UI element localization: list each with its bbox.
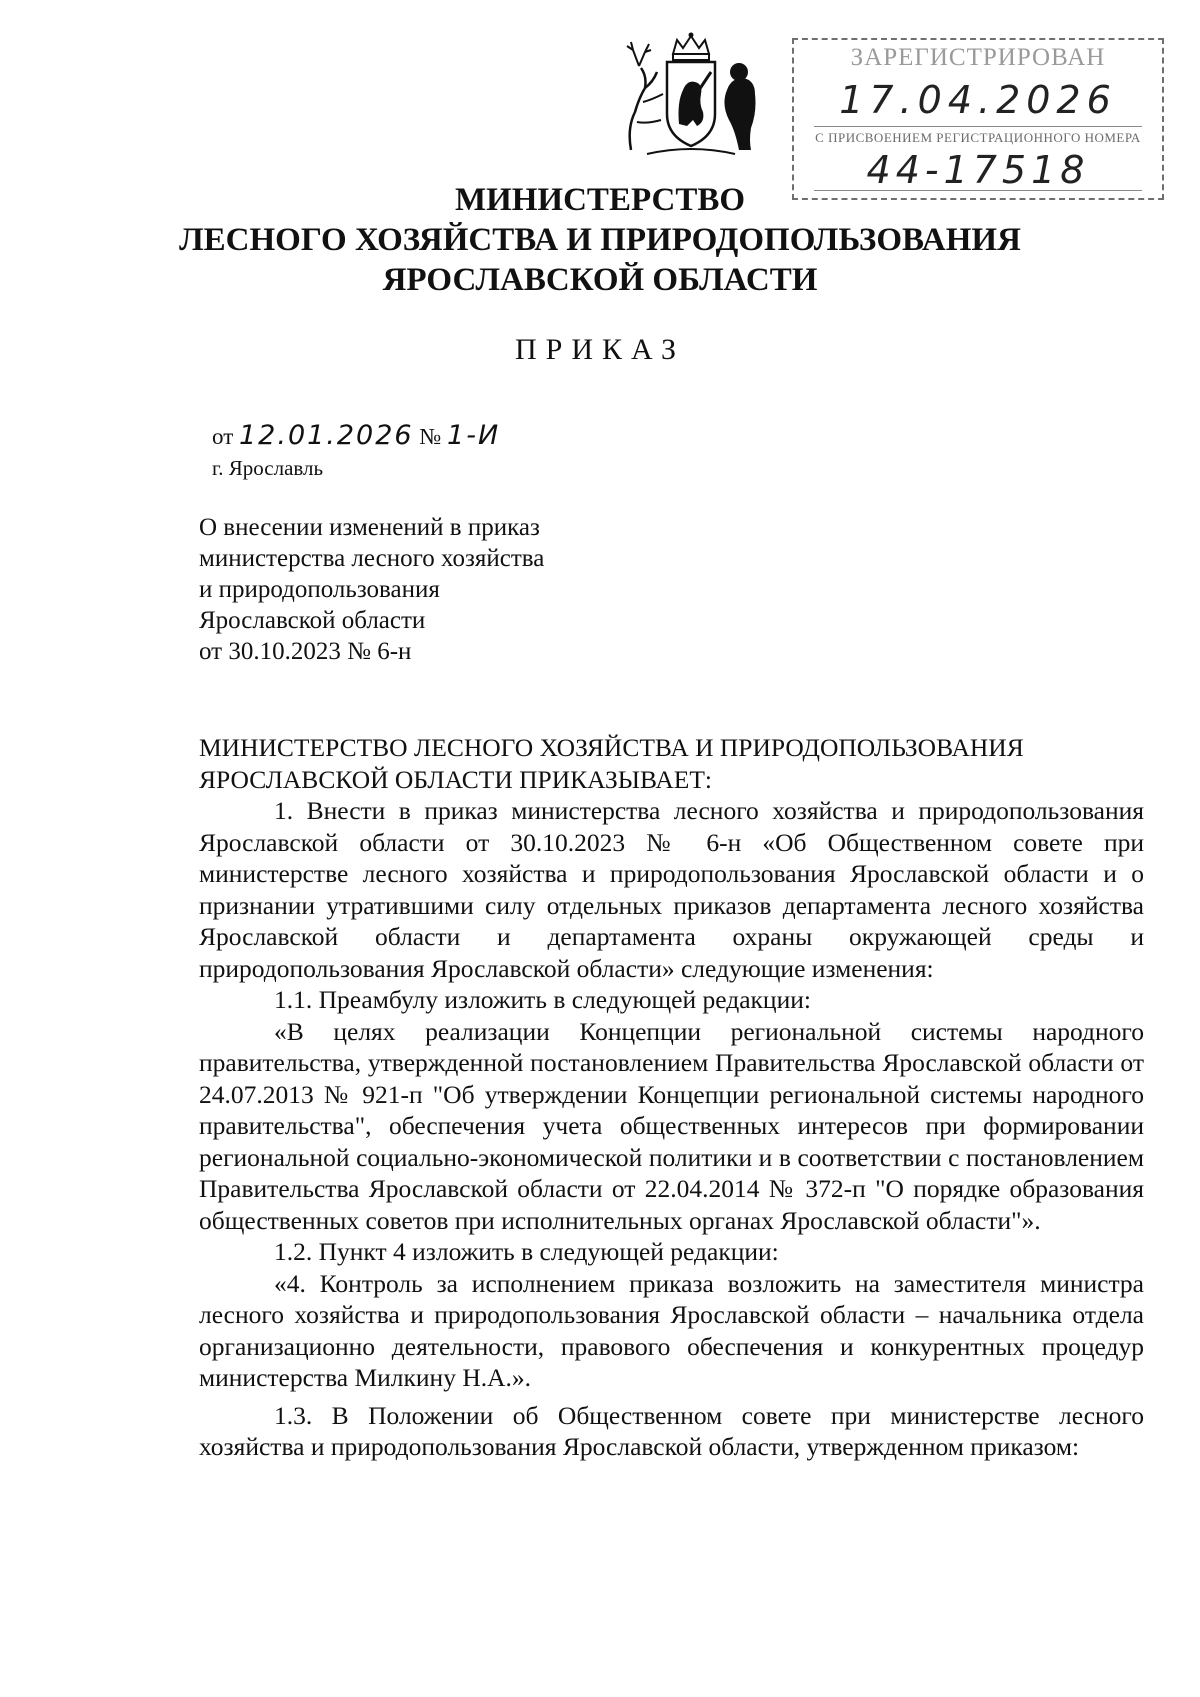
order-date: 12.01.2026: [239, 420, 414, 451]
subject-line: и природопользования: [199, 576, 440, 603]
document-type: ПРИКАЗ: [515, 333, 685, 366]
order-paragraph: 1.3. В Положении об Общественном совете при министерстве лесного хозяйства и природопользования Ярославской области, утвержденном приказом:: [199, 1400, 1144, 1461]
ministry-title-line: МИНИСТЕРСТВО: [454, 182, 746, 218]
subject-line: Ярославской области: [199, 607, 426, 634]
order-preamble: МИНИСТЕРСТВО ЛЕСНОГО ХОЗЯЙСТВА И ПРИРОДОПОЛЬЗОВАНИЯ ЯРОСЛАВСКОЙ ОБЛАСТИ ПРИКАЗЫВАЕТ:: [199, 733, 1024, 794]
order-paragraph: 1. Внести в приказ министерства лесного хозяйства и природопользования Ярославской области от 30.10.2023 № 6-н «Об Общественном совете при министерстве лесного хозяйства и природопользования Ярославской области и о признании утратившими силу отдельных приказов департамента лесного хозяйства Ярославской области и департамента охраны окружающей среды и природопользования Ярославской области» следующие изменения:: [199, 796, 1144, 983]
stamp-title: ЗАРЕГИСТРИРОВАН: [850, 44, 1106, 71]
order-paragraph: «4. Контроль за исполнением приказа возложить на заместителя министра лесного хозяйства и природопользования Ярославской области – начальника отдела организационно деятельности, правового обеспечения и конкурентных процедур министерства Милкину Н.А.».: [199, 1268, 1144, 1392]
from-label: от: [212, 424, 234, 449]
coat-of-arms-emblem: [617, 32, 765, 162]
order-number: 1-И: [447, 420, 501, 451]
order-date-number: [212, 420, 500, 451]
order-paragraph: 1.1. Преамбулу изложить в следующей редакции:: [274, 985, 811, 1014]
subject-line: от 30.10.2023 № 6-н: [199, 638, 412, 665]
ministry-title-line: ЯРОСЛАВСКОЙ ОБЛАСТИ: [382, 262, 818, 298]
order-paragraph: 1.2. Пункт 4 изложить в следующей редакции:: [274, 1237, 779, 1266]
stamp-handwritten-date: 17.04.2026: [839, 78, 1117, 122]
ministry-title: [0, 180, 1200, 300]
city: г. Ярославль: [212, 456, 324, 480]
ministry-title-line: ЛЕСНОГО ХОЗЯЙСТВА И ПРИРОДОПОЛЬЗОВАНИЯ: [179, 222, 1021, 258]
order-body: [199, 732, 1144, 1463]
registration-stamp: [792, 38, 1164, 200]
number-label: №: [419, 424, 442, 449]
stamp-caption: С ПРИСВОЕНИЕМ РЕГИСТРАЦИОННОГО НОМЕРА: [815, 130, 1141, 145]
stamp-divider: [814, 126, 1142, 127]
stamp-handwritten-number: 44-17518: [866, 148, 1090, 192]
order-paragraph: «В целях реализации Концепции региональной системы народного правительства, утвержденной постановлением Правительства Ярославской области от 24.07.2013 № 921-п "Об утверждении Концепции региональной системы народного правительства", обеспечения учета общественных интересов при формировании региональной социально-экономической политики и в соответствии с постановлением Правительства Ярославской области от 22.04.2014 № 372-п "О порядке образования общественных советов при исполнительных органах Ярославской области"».: [199, 1016, 1144, 1235]
order-subject: [199, 512, 544, 667]
subject-line: министерства лесного хозяйства: [199, 545, 545, 572]
subject-line: О внесении изменений в приказ: [199, 514, 540, 541]
